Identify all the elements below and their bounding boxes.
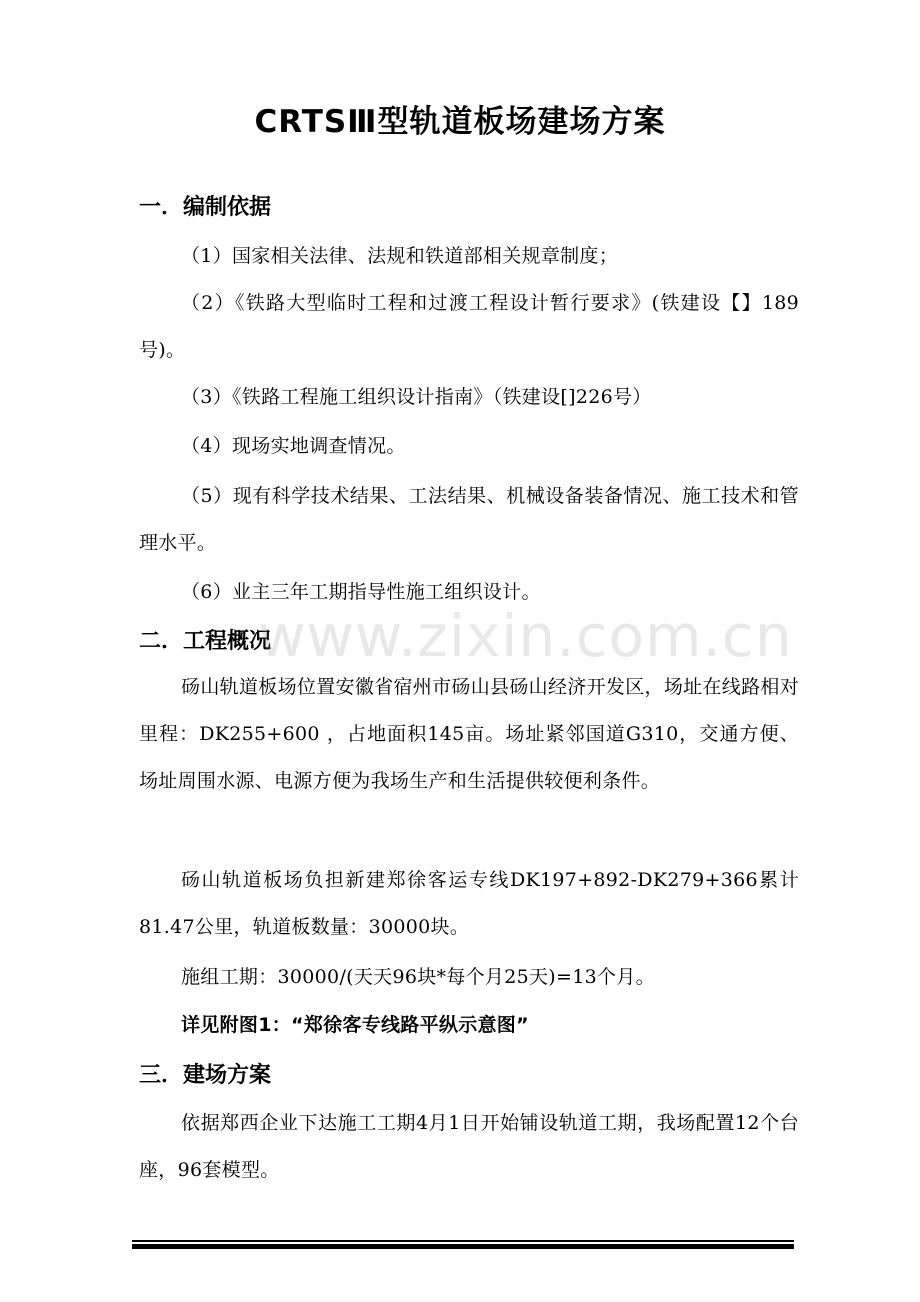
- section-heading-basis: 一．编制依据: [139, 195, 272, 220]
- footer-rule-thick: [132, 1244, 794, 1249]
- footer-rule-thin: [132, 1240, 794, 1242]
- document-title: CRTSⅢ型轨道板场建场方案: [254, 104, 666, 140]
- paragraph: （2）《铁路大型临时工程和过渡工程设计暂行要求》(铁建设【】189号)。: [139, 292, 799, 361]
- watermark: www.zixin.com.cn: [258, 602, 793, 670]
- footer-rule: [132, 1240, 794, 1249]
- paragraph: 依据郑西企业下达施工工期4月1日开始铺设轨道工期，我场配置12个台座，96套模型。: [139, 1112, 799, 1181]
- paragraph: （3）《铁路工程施工组织设计指南》（铁建设[]226号）: [181, 386, 652, 408]
- section-heading-plan: 三．建场方案: [139, 1063, 272, 1088]
- paragraph: 砀山轨道板场位置安徽省宿州市砀山县砀山经济开发区，场址在线路相对里程：DK255+600 ，占地面积145亩。场址紧邻国道G310，交通方便、场址周围水源、电源方便为我场生产和生活提供较便利条件。: [139, 676, 799, 792]
- paragraph: 砀山轨道板场负担新建郑徐客运专线DK197+892-DK279+366累计81.47公里，轨道板数量：30000块。: [139, 869, 799, 938]
- paragraph: （5）现有科学技术结果、工法结果、机械设备装备情况、施工技术和管理水平。: [139, 485, 799, 554]
- figure-reference: 详见附图1：“郑徐客专线路平纵示意图”: [181, 1014, 529, 1036]
- paragraph: （1）国家相关法律、法规和铁道部相关规章制度；: [181, 245, 618, 267]
- paragraph: 施组工期：30000/(天天96块*每个月25天)=13个月。: [181, 966, 655, 988]
- paragraph: （4）现场实地调查情况。: [181, 435, 406, 457]
- section-heading-overview: 二．工程概况: [139, 629, 272, 654]
- paragraph: （6）业主三年工期指导性施工组织设计。: [181, 581, 541, 603]
